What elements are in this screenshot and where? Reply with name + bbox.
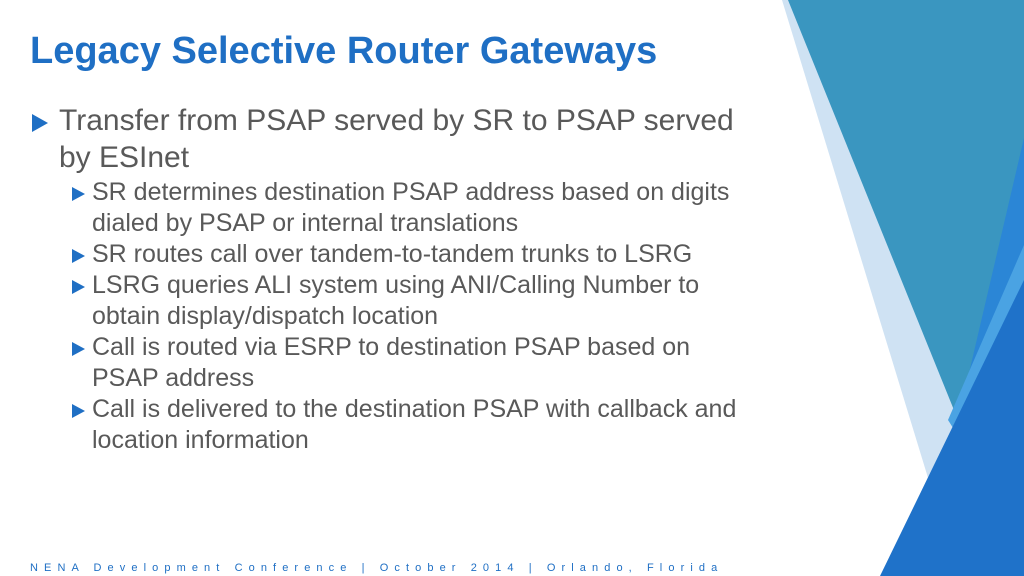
sub-bullet-item	[72, 239, 760, 270]
bullet-content	[30, 102, 760, 456]
triangle-bullet-icon	[72, 249, 85, 263]
triangle-bullet-icon	[72, 187, 85, 201]
sub-bullet-text: SR routes call over tandem-to-tandem trunks to LSRG	[92, 240, 693, 268]
sub-bullet-item	[72, 332, 760, 394]
sub-bullet-text: LSRG queries ALI system using ANI/Calling Number to obtain display/dispatch location	[92, 271, 700, 330]
sub-bullet-text: Call is routed via ESRP to destination PSAP based on PSAP address	[92, 333, 691, 392]
slide-footer: NENA Development Conference | October 2014 | Orlando, Florida	[30, 562, 724, 574]
sub-bullet-text: Call is delivered to the destination PSAP with callback and location information	[92, 395, 737, 454]
bullet-text: Transfer from PSAP served by SR to PSAP served by ESInet	[59, 104, 734, 174]
sub-bullet-text: SR determines destination PSAP address based on digits dialed by PSAP or internal translations	[92, 178, 730, 237]
sub-bullet-item	[72, 177, 760, 239]
triangle-bullet-icon	[72, 280, 85, 294]
sub-bullet-item	[72, 270, 760, 332]
triangle-bullet-icon	[72, 342, 85, 356]
bullet-item-level1	[30, 102, 760, 176]
triangle-bullet-icon	[32, 114, 48, 132]
triangle-bullet-icon	[72, 404, 85, 418]
sub-bullet-item	[72, 394, 760, 456]
slide-title: Legacy Selective Router Gateways	[30, 30, 658, 72]
sub-bullet-list	[30, 177, 760, 456]
